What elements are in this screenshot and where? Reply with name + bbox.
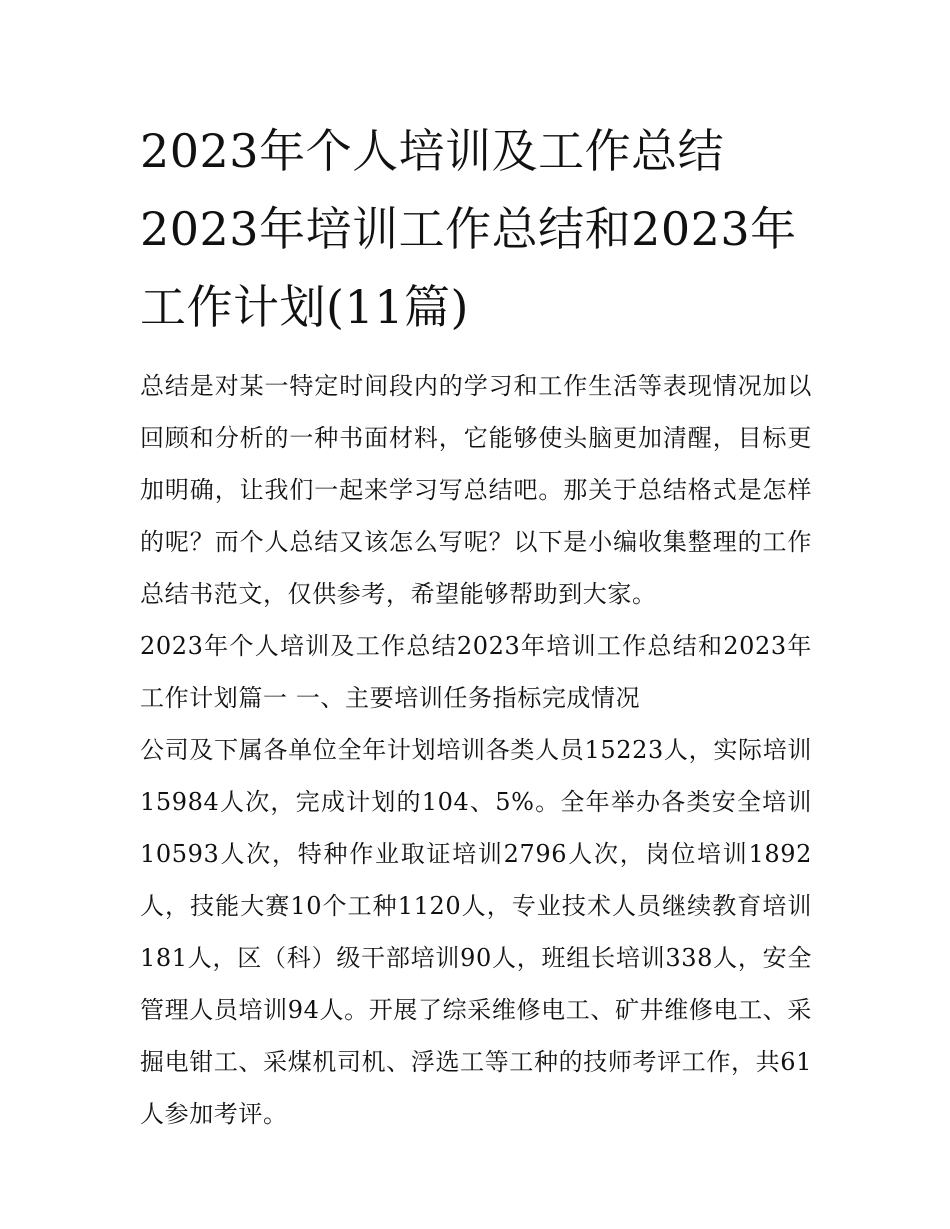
document-title: 2023年个人培训及工作总结2023年培训工作总结和2023年工作计划(11篇) — [140, 124, 797, 334]
training-summary-paragraph: 公司及下属各单位全年计划培训各类人员15223人，实际培训15984人次，完成计划的104、5%。全年举办各类安全培训10593人次，特种作业取证培训2796人次，岗位培训1892人，技能大赛10个工种1120人，专业技术人员继续教育培训181人，区（科）级干部培训90人，班组长培训338人，安全管理人员培训94人。开展了综采维修电工、矿井维修电工、采掘电钳工、采煤机司机、浮选工等工种的技师考评工作，共61人参加考评。 — [140, 736, 812, 1128]
section-heading-paragraph: 2023年个人培训及工作总结2023年培训工作总结和2023年工作计划篇一 一、主要培训任务指标完成情况 — [140, 632, 812, 712]
intro-paragraph: 总结是对某一特定时间段内的学习和工作生活等表现情况加以回顾和分析的一种书面材料，它能够使头脑更加清醒，目标更加明确，让我们一起来学习写总结吧。那关于总结格式是怎样的呢？而个人总结又该怎么写呢？以下是小编收集整理的工作总结书范文，仅供参考，希望能够帮助到大家。 — [140, 372, 812, 608]
document-page — [140, 112, 812, 1140]
